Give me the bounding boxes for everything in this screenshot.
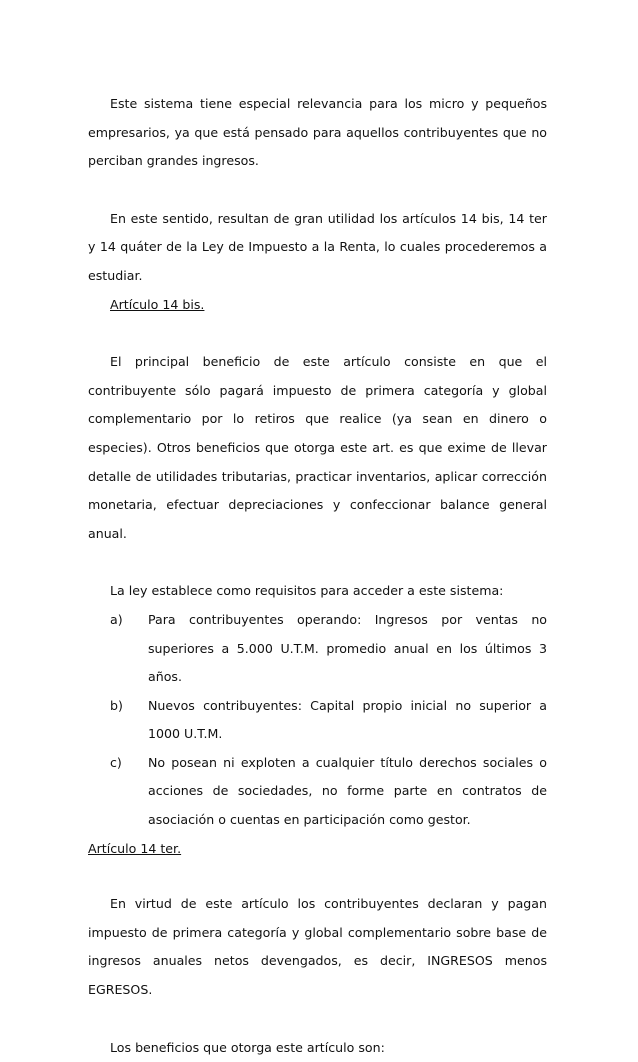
requirement-marker: b) — [110, 697, 123, 713]
paragraph-intro: Este sistema tiene especial relevancia para los micro y pequeños empresarios, ya que está pensado para aquellos contribuyentes que no perciban grandes ingresos. — [88, 96, 547, 169]
requirement-text: Nuevos contribuyentes: Capital propio inicial no superior a 1000 U.T.M. — [148, 697, 547, 742]
paragraph-articles: En este sentido, resultan de gran utilidad los artículos 14 bis, 14 ter y 14 quáter de la Ley de Impuesto a la Renta, lo cuales procederemos a estudiar. — [88, 210, 547, 283]
requirement-text: No posean ni exploten a cualquier título derechos sociales o acciones de sociedades, no forme parte en contratos de asociación o cuentas en participación como gestor. — [148, 754, 547, 828]
heading-articulo-14-ter — [88, 835, 547, 864]
requirement-text: Para contribuyentes operando: Ingresos por ventas no superiores a 5.000 U.T.M. promedio anual en los últimos 3 años. — [148, 611, 547, 685]
paragraph-14-ter-description: En virtud de este artículo los contribuyentes declaran y pagan impuesto de primera categoría y global complementario sobre base de ingresos anuales netos devengados, es decir, INGRESOS menos EGRESOS. — [88, 896, 547, 998]
requirement-item-a — [88, 606, 547, 692]
paragraph-14-ter-benefits-intro: Los beneficios que otorga este artículo son: — [110, 1039, 385, 1055]
requirement-item-b — [88, 692, 547, 749]
document-body — [88, 90, 547, 1062]
paragraph-14-bis-benefits: El principal beneficio de este artículo consiste en que el contribuyente sólo pagará impuesto de primera categoría y global complementario por lo retiros que realice (ya sean en dinero o especies). Otros beneficios que otorga este art. es que exime de llevar detalle de utilidades tributarias, practicar inventarios, aplicar corrección monetaria, efectuar depreciaciones y confeccionar balance general anual. — [88, 354, 547, 541]
requirement-marker: a) — [110, 611, 123, 627]
heading-articulo-14-bis-text: Artículo 14 bis. — [110, 296, 205, 312]
requirements-list — [88, 606, 547, 835]
heading-articulo-14-bis — [88, 291, 547, 320]
requirement-marker: c) — [110, 754, 122, 770]
paragraph-requirements-intro: La ley establece como requisitos para acceder a este sistema: — [110, 583, 504, 599]
heading-articulo-14-ter-text: Artículo 14 ter. — [88, 840, 182, 856]
requirement-item-c — [88, 749, 547, 835]
